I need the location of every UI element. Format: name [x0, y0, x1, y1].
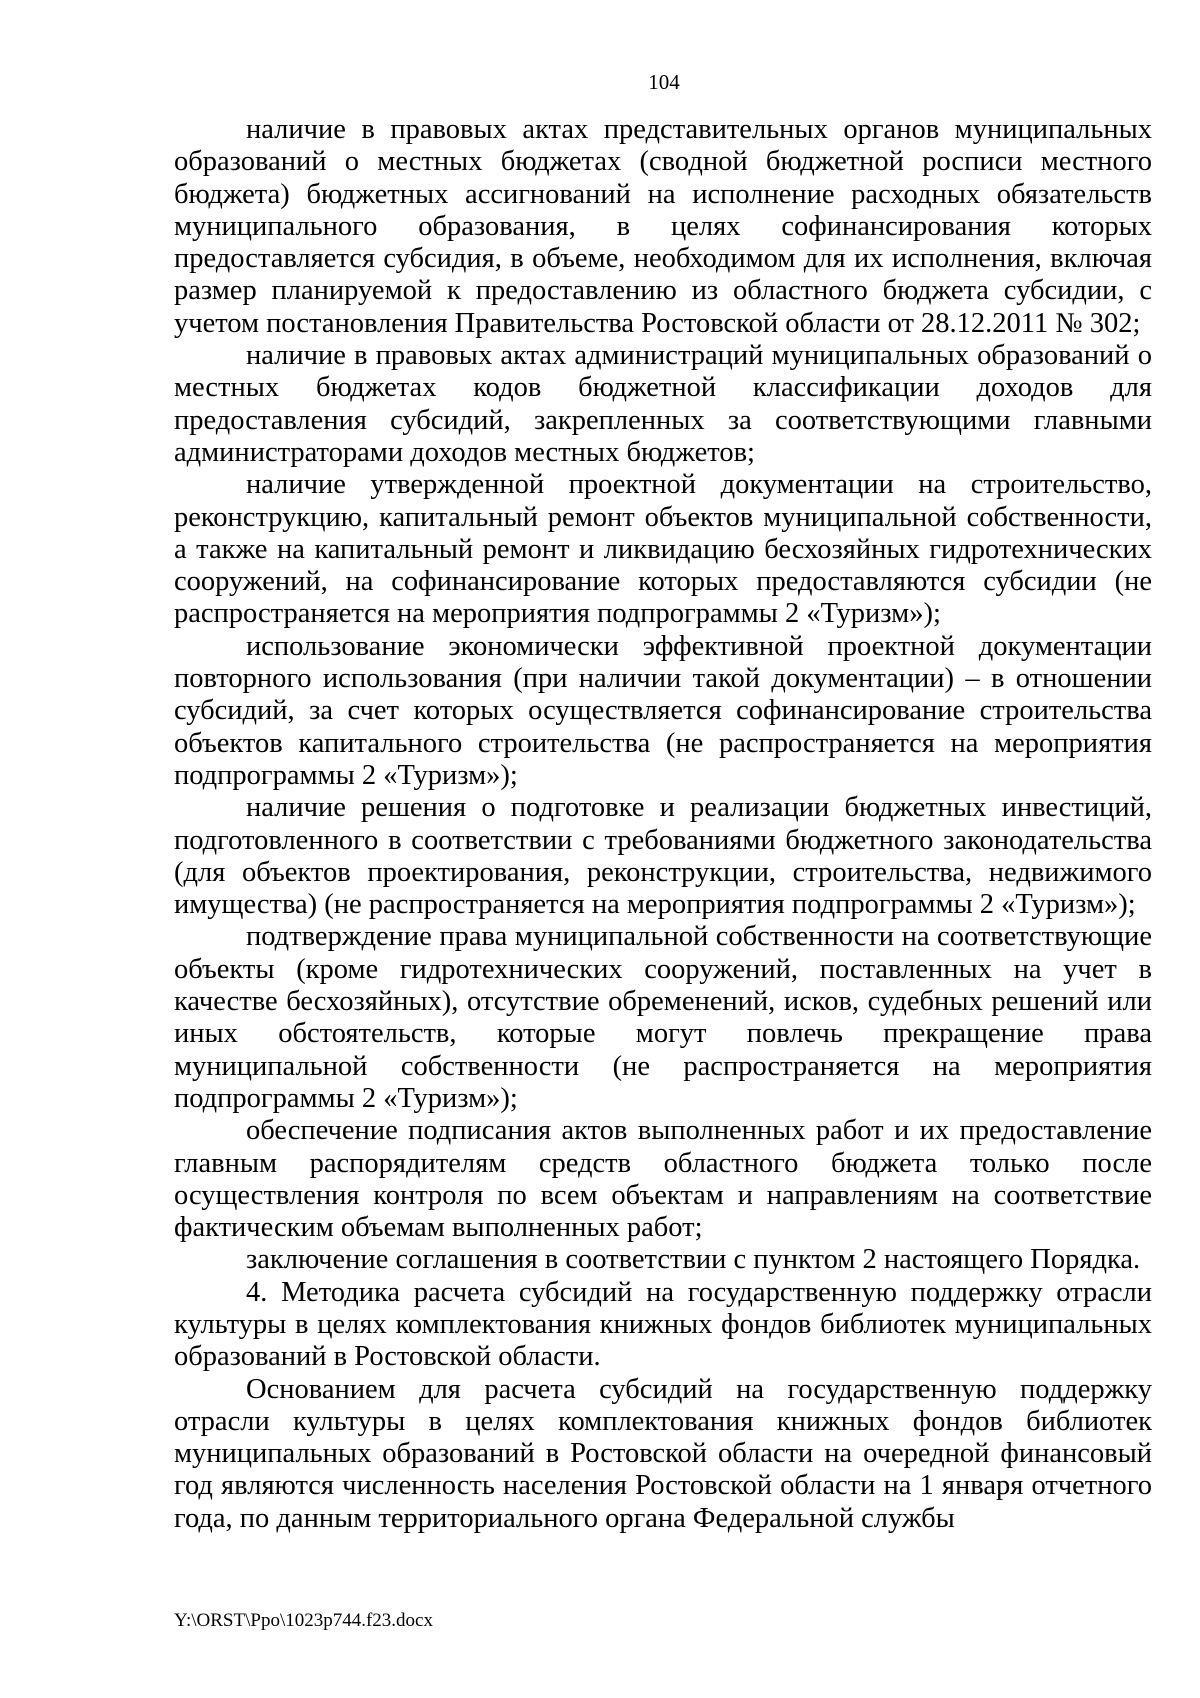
document-body — [174, 114, 1152, 1535]
section-heading-paragraph: 4. Методика расчета субсидий на государственную поддержку отрасли культуры в целях комплектования книжных фондов библиотек муниципальных образований в Ростовской области. — [174, 1276, 1152, 1373]
paragraph: заключение соглашения в соответствии с пунктом 2 настоящего Порядка. — [246, 1244, 1141, 1276]
paragraph: Основанием для расчета субсидий на государственную поддержку отрасли культуры в целях комплектования книжных фондов библиотек муниципальных образований в Ростовской области на очередной финансовый год являются численность населения Ростовской области на 1 января отчетного года, по данным территориального органа Федеральной службы — [174, 1373, 1152, 1534]
page-number: 104 — [648, 70, 680, 94]
paragraph: использование экономически эффективной проектной документации повторного использования (при наличии такой документации) – в отношении субсидий, за счет которых осуществляется софинансирование строительства объектов капитального строительства (не распространяется на мероприятия подпрограммы 2 «Туризм»); — [174, 630, 1152, 791]
paragraph: наличие решения о подготовке и реализации бюджетных инвестиций, подготовленного в соответствии с требованиями бюджетного законодательства (для объектов проектирования, реконструкции, строительства, недвижимого имущества) (не распространяется на мероприятия подпрограммы 2 «Туризм»); — [174, 792, 1152, 921]
paragraph: подтверждение права муниципальной собственности на соответствующие объекты (кроме гидротехнических сооружений, поставленных на учет в качестве бесхозяйных), отсутствие обременений, исков, судебных решений или иных обстоятельств, которые могут повлечь прекращение права муниципальной собственности (не распространяется на мероприятия подпрограммы 2 «Туризм»); — [174, 921, 1152, 1114]
paragraph: наличие в правовых актах администраций муниципальных образований о местных бюджетах кодов бюджетной классификации доходов для предоставления субсидий, закрепленных за соответствующими главными администраторами доходов местных бюджетов; — [174, 340, 1152, 468]
paragraph: наличие в правовых актах представительных органов муниципальных образований о местных бюджетах (сводной бюджетной росписи местного бюджета) бюджетных ассигнований на исполнение расходных обязательств муниципального образования, в целях софинансирования которых предоставляется субсидия, в объеме, необходимом для их исполнения, включая размер планируемой к предоставлению из областного бюджета субсидии, с учетом постановления Правительства Ростовской области от 28.12.2011 № 302; — [174, 114, 1152, 339]
paragraph: обеспечение подписания актов выполненных работ и их предоставление главным распорядителям средств областного бюджета только после осуществления контроля по всем объектам и направлениям на соответствие фактическим объемам выполненных работ; — [174, 1115, 1152, 1244]
footer-file-path: Y:\ORST\Ppo\1023p744.f23.docx — [174, 1610, 433, 1631]
paragraph: наличие утвержденной проектной документации на строительство, реконструкцию, капитальный ремонт объектов муниципальной собственности, а также на капитальный ремонт и ликвидацию бесхозяйных гидротехнических сооружений, на софинансирование которых предоставляются субсидии (не распространяется на мероприятия подпрограммы 2 «Туризм»); — [174, 469, 1152, 630]
